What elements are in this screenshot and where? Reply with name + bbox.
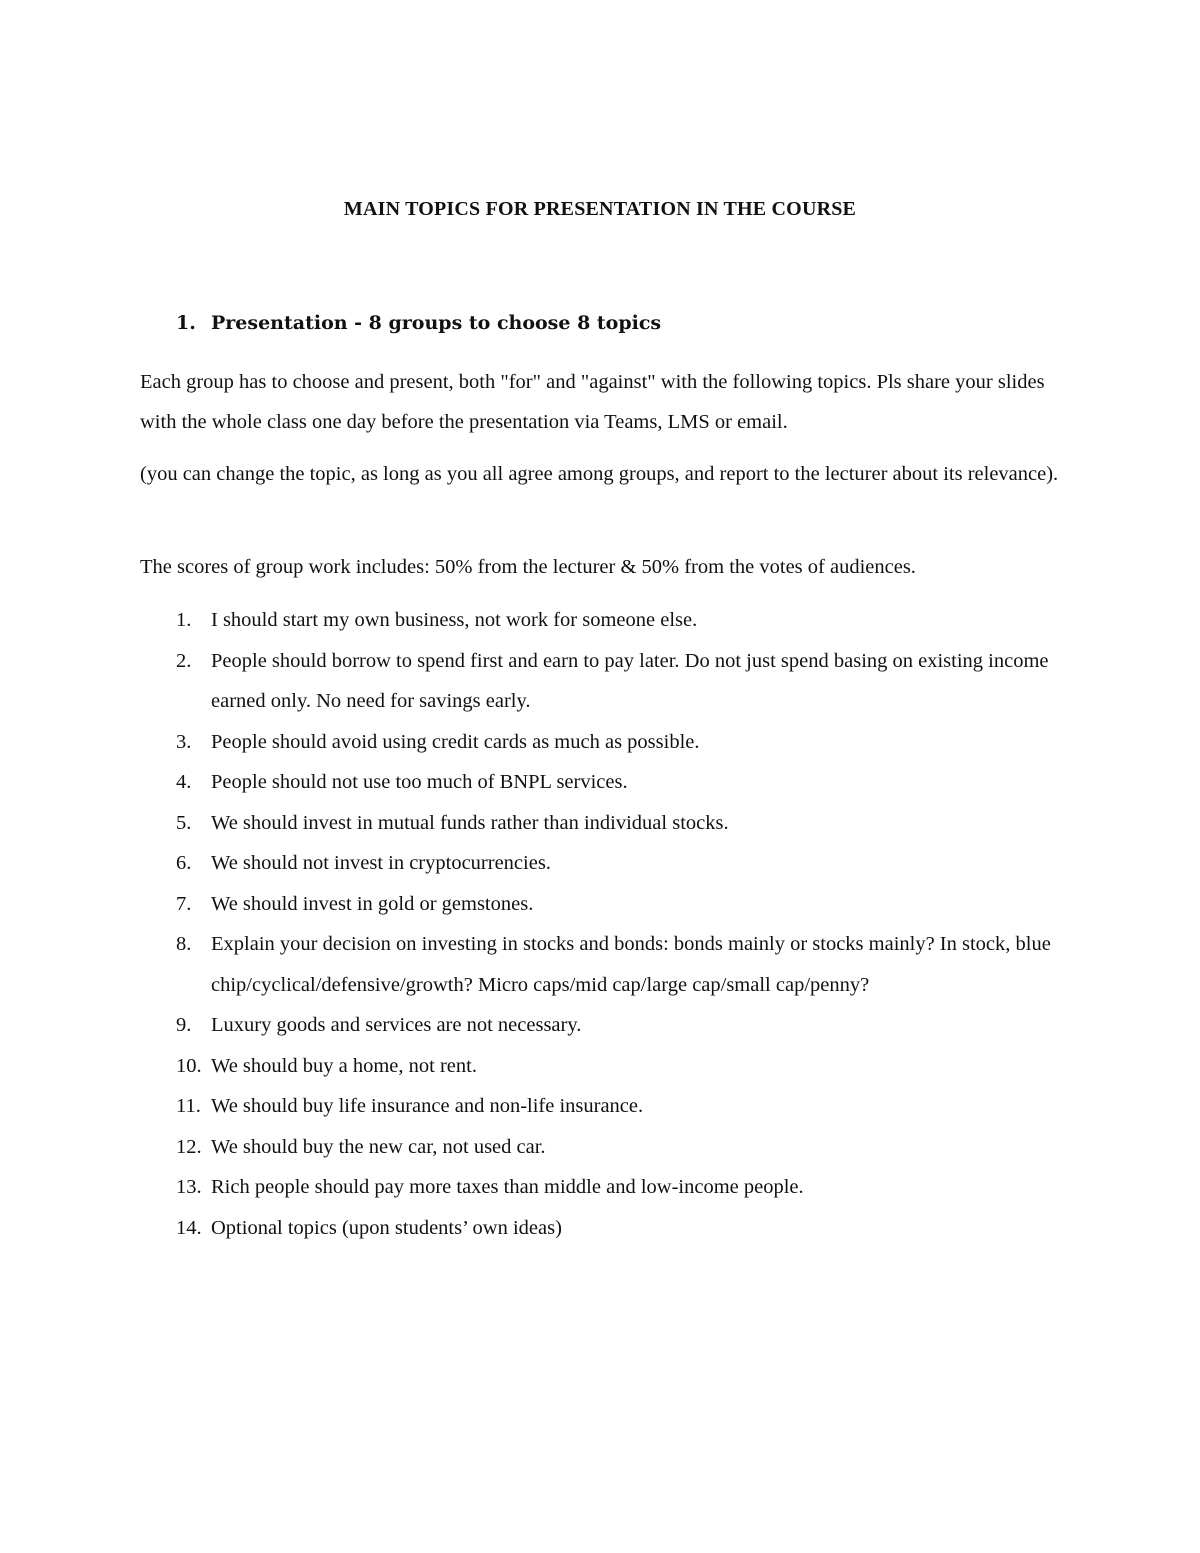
list-item xyxy=(140,1086,1070,1127)
scoring-paragraph: The scores of group work includes: 50% from the lecturer & 50% from the votes of audiences. xyxy=(140,556,916,578)
list-item-number: 4. xyxy=(176,771,192,793)
list-item xyxy=(140,884,1070,925)
list-item-number: 5. xyxy=(176,811,192,834)
list-item-number: 14. xyxy=(176,1216,202,1239)
list-item xyxy=(140,1127,1070,1168)
list-item-number: 9. xyxy=(176,1014,192,1036)
list-item xyxy=(140,803,1070,844)
list-item-text: People should borrow to spend first and earn to pay later. Do not just spend basing on existing income earned only. No need for savings early. xyxy=(211,649,1049,712)
list-item xyxy=(140,641,1070,722)
list-item-text: Rich people should pay more taxes than middle and low-income people. xyxy=(211,1176,804,1198)
list-item-text: I should start my own business, not work for someone else. xyxy=(211,609,698,631)
list-item-number: 13. xyxy=(176,1176,202,1198)
list-item xyxy=(140,1046,1070,1087)
list-item-text: People should not use too much of BNPL services. xyxy=(211,771,628,793)
instructions-paragraph: Each group has to choose and present, both "for" and "against" with the following topics. Pls share your slides with the whole class one day before the presentation via Teams, LMS or email. xyxy=(140,371,1045,433)
list-item xyxy=(140,762,1070,803)
list-item-text: We should buy a home, not rent. xyxy=(211,1054,477,1077)
list-item-number: 6. xyxy=(176,852,192,874)
list-item-text: We should invest in mutual funds rather than individual stocks. xyxy=(211,811,729,834)
list-item-number: 8. xyxy=(176,933,192,955)
list-item-text: We should not invest in cryptocurrencies. xyxy=(211,852,551,874)
section-heading-text: Presentation - 8 groups to choose 8 topics xyxy=(211,312,662,334)
list-item-text: Luxury goods and services are not necessary. xyxy=(211,1014,582,1036)
list-item-text: We should invest in gold or gemstones. xyxy=(211,892,534,915)
list-item-text: We should buy the new car, not used car. xyxy=(211,1135,546,1158)
list-item-number: 12. xyxy=(176,1135,202,1158)
list-item xyxy=(140,1208,1070,1249)
section-number: 1. xyxy=(176,312,196,334)
document-title: MAIN TOPICS FOR PRESENTATION IN THE COURSE xyxy=(343,198,857,220)
list-item-number: 3. xyxy=(176,730,192,753)
topic-list xyxy=(140,600,1070,1248)
list-item xyxy=(140,843,1070,884)
topic-change-note: (you can change the topic, as long as you all agree among groups, and report to the lecturer about its relevance). xyxy=(140,463,1059,485)
list-item-number: 1. xyxy=(176,609,192,631)
list-item xyxy=(140,600,1070,641)
list-item-text: People should avoid using credit cards as much as possible. xyxy=(211,730,700,753)
section-heading xyxy=(176,312,661,334)
list-item-number: 10. xyxy=(176,1054,202,1077)
list-item-number: 11. xyxy=(176,1095,201,1117)
list-item xyxy=(140,722,1070,763)
list-item-text: Optional topics (upon students’ own ideas) xyxy=(211,1216,562,1239)
list-item xyxy=(140,1167,1070,1208)
list-item-text: Explain your decision on investing in stocks and bonds: bonds mainly or stocks mainly? In stock, blue chip/cyclical/defensive/growth? Micro caps/mid cap/large cap/small cap/penny? xyxy=(211,933,1051,996)
list-item xyxy=(140,924,1070,1005)
list-item-number: 2. xyxy=(176,649,192,672)
list-item-text: We should buy life insurance and non-life insurance. xyxy=(211,1095,644,1117)
list-item xyxy=(140,1005,1070,1046)
list-item-number: 7. xyxy=(176,892,192,915)
